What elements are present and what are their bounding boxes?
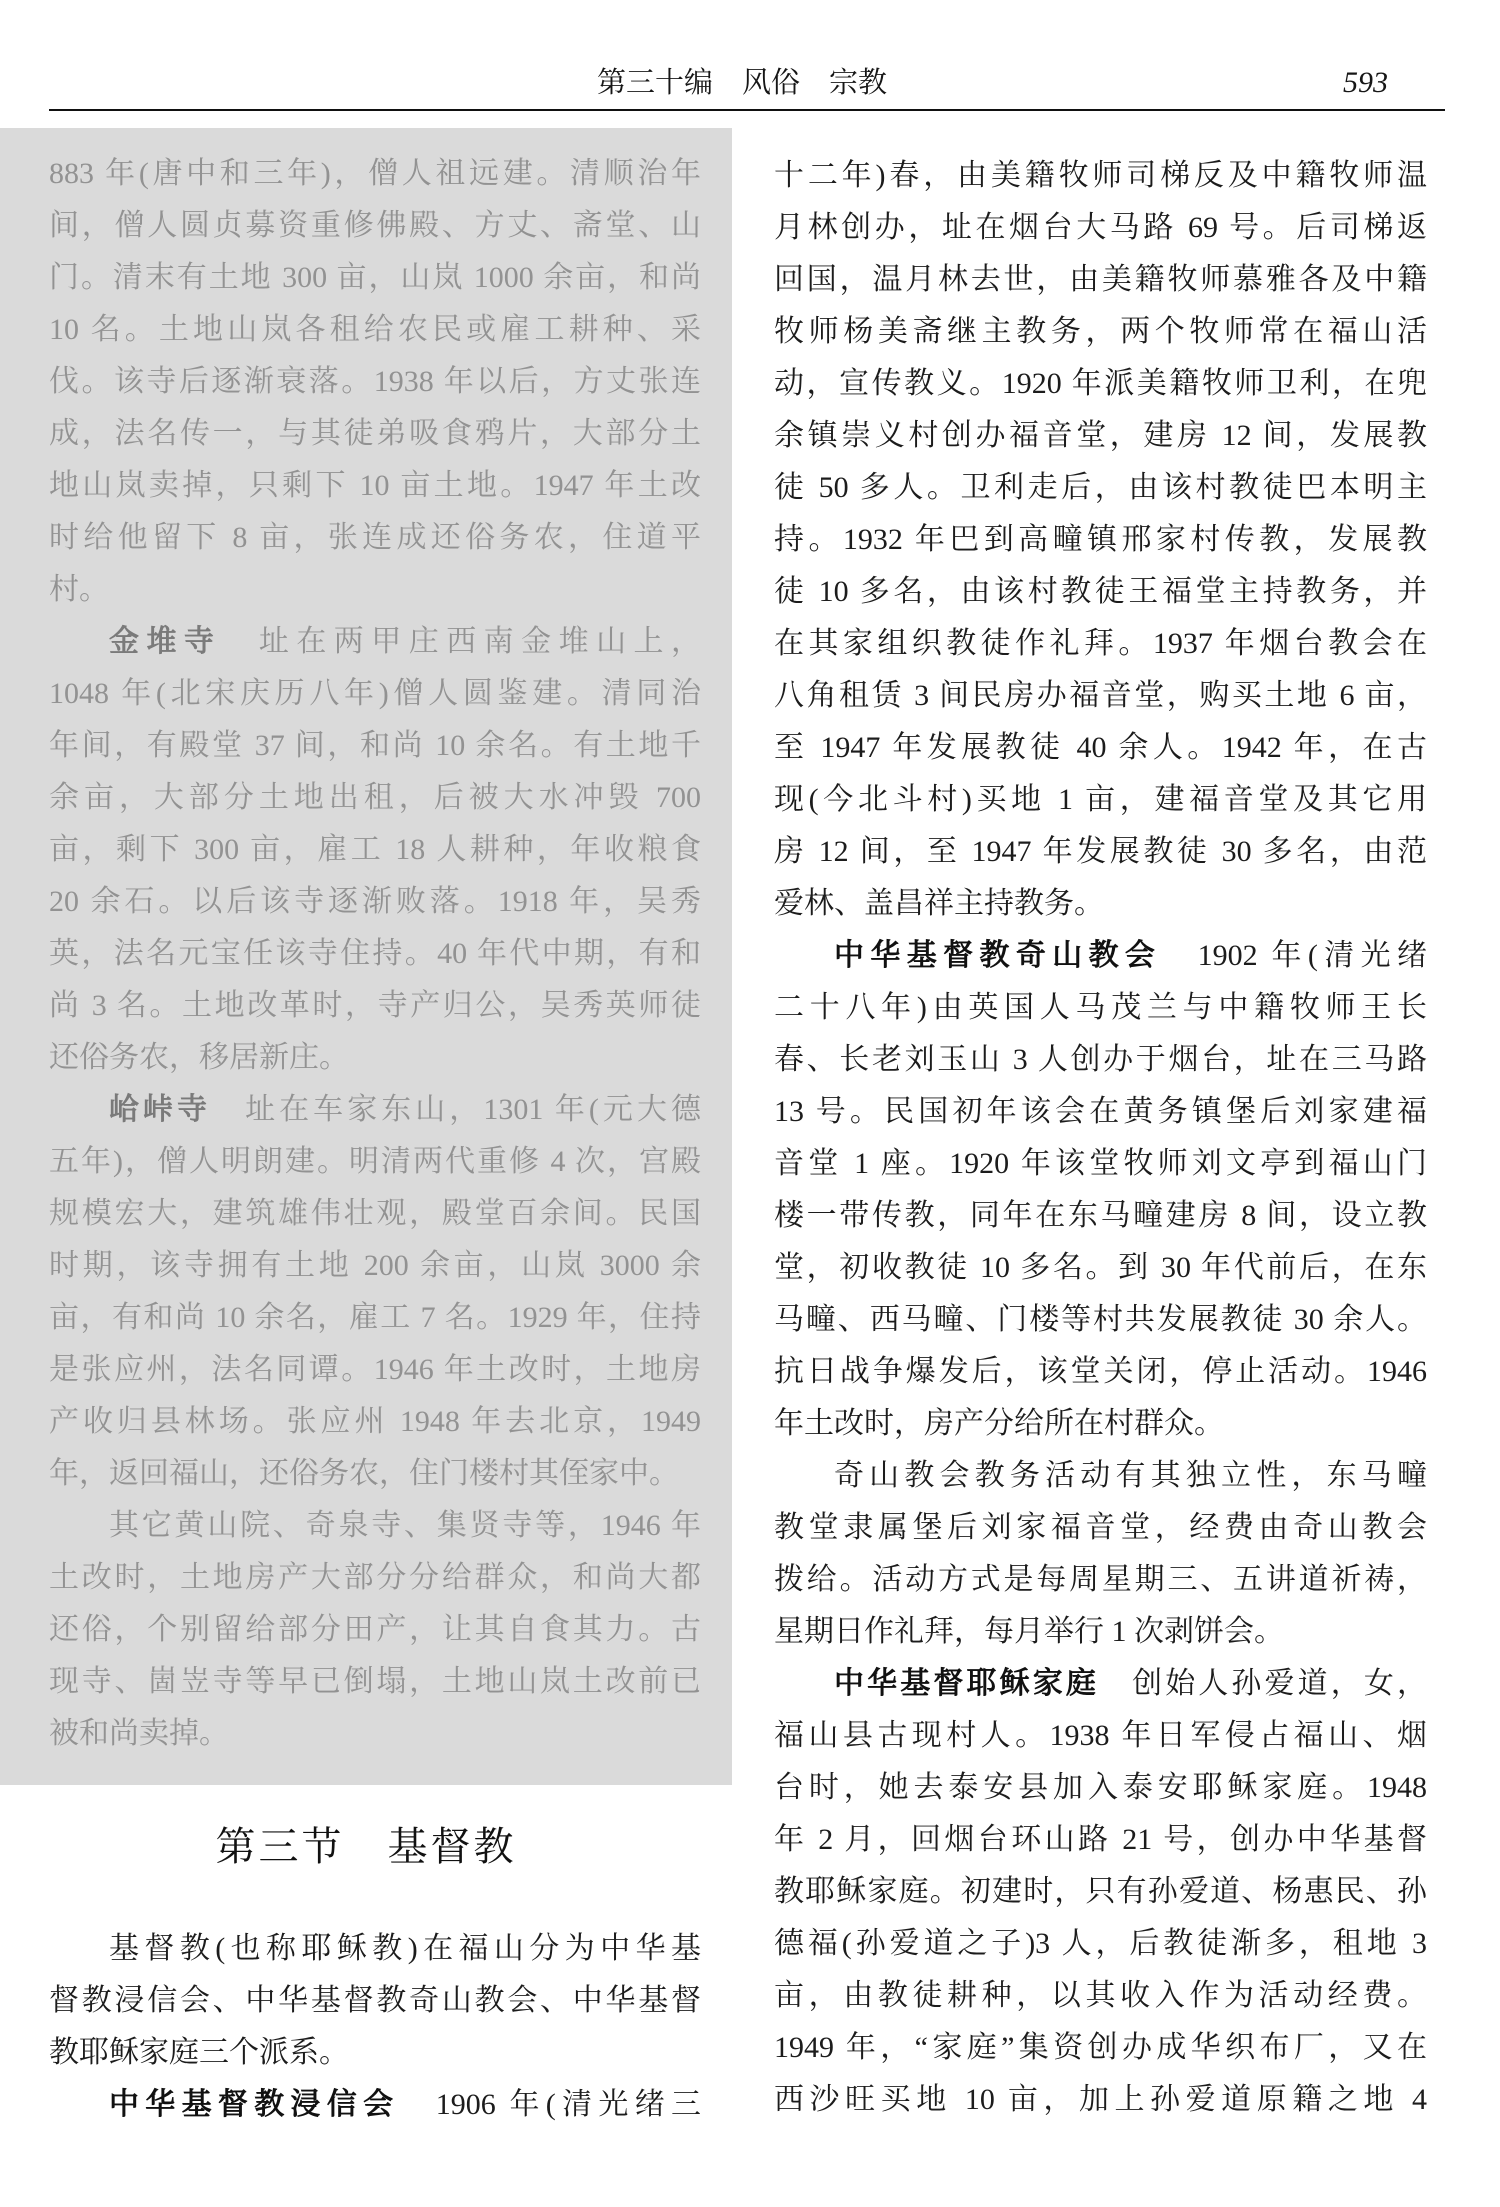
text-line: 徒 50 多人。卫利走后，由该村教徒巴本明主 <box>774 471 1427 504</box>
text-line: 督教浸信会、中华基督教奇山教会、中华基督 <box>49 1984 701 2017</box>
text-line: 五年)，僧人明朗建。明清两代重修 4 次，宫殿 <box>49 1145 701 1178</box>
text-line: 亩，有和尚 10 余名，雇工 7 名。1929 年，住持 <box>49 1301 701 1334</box>
paragraph <box>774 1450 1427 1658</box>
text-line: 20 余石。以后该寺逐渐败落。1918 年，吴秀 <box>49 885 701 918</box>
text-line: 间，僧人圆贞募资重修佛殿、方丈、斋堂、山 <box>49 209 701 242</box>
text-line: 徒 10 多名，由该村教徒王福堂主持教务，并 <box>774 575 1427 608</box>
paragraph <box>49 1500 701 1760</box>
text-line: 尚 3 名。土地改革时，寺产归公，吴秀英师徒 <box>49 989 701 1022</box>
text-line: 福山县古现村人。1938 年日军侵占福山、烟 <box>774 1719 1427 1752</box>
text-line: 亩，剩下 300 亩，雇工 18 人耕种，年收粮食 <box>49 833 701 866</box>
page-number: 593 <box>1343 66 1388 99</box>
text-line: 时给他留下 8 亩，张连成还俗务农，住道平 <box>49 521 701 554</box>
text-line: 年，返回福山，还俗务农，住门楼村其侄家中。 <box>49 1457 679 1490</box>
text-line: 堂，初收教徒 10 多名。到 30 年代前后，在东 <box>774 1251 1427 1284</box>
text-line: 门。清末有土地 300 亩，山岚 1000 余亩，和尚 <box>49 261 701 294</box>
paragraph <box>49 148 701 616</box>
text-line: 基督教(也称耶稣教)在福山分为中华基 <box>109 1932 701 1965</box>
paragraph <box>774 150 1427 930</box>
text-line: 抗日战争爆发后，该堂关闭，停止活动。1946 <box>774 1355 1427 1388</box>
text-line: 亩，由教徒耕种，以其收入作为活动经费。 <box>774 1979 1427 2012</box>
text-line: 余亩，大部分土地出租，后被大水冲毁 700 <box>49 781 701 814</box>
text-line: 成，法名传一，与其徒弟吸食鸦片，大部分土 <box>49 417 701 450</box>
left-column-text <box>49 1923 701 2131</box>
header-rule <box>49 109 1445 111</box>
shaded-section-text <box>49 148 701 1760</box>
text-run: 1902 年(清光绪 <box>1161 939 1428 972</box>
paragraph-term: 中华基督教浸信会 <box>109 2087 400 2122</box>
text-line: 至 1947 年发展教徒 40 余人。1942 年，在古 <box>774 731 1427 764</box>
text-line: 爱林、盖昌祥主持教务。 <box>774 887 1104 920</box>
running-header: 第三十编 风俗 宗教 <box>597 67 888 99</box>
text-run: 址在两甲庄西南金堆山上， <box>221 625 702 658</box>
text-line <box>49 2079 701 2131</box>
text-line: 二十八年)由英国人马茂兰与中籍牧师王长 <box>774 991 1427 1024</box>
text-line: 土改时，土地房产大部分分给群众，和尚大都 <box>49 1561 701 1594</box>
paragraph <box>49 1923 701 2079</box>
text-line: 年土改时，房产分给所在村群众。 <box>774 1407 1224 1440</box>
text-line: 英，法名元宝任该寺住持。40 年代中期，有和 <box>49 937 701 970</box>
text-line: 教耶稣家庭三个派系。 <box>49 2036 349 2069</box>
paragraph <box>49 2079 701 2131</box>
text-line: 马疃、西马疃、门楼等村共发展教徒 30 余人。 <box>774 1303 1427 1336</box>
text-line: 883 年(唐中和三年)，僧人祖远建。清顺治年 <box>49 157 701 190</box>
paragraph <box>49 1084 701 1500</box>
text-line: 10 名。土地山岚各租给农民或雇工耕种、采 <box>49 313 701 346</box>
paragraph <box>774 1658 1427 2126</box>
text-line: 德福(孙爱道之子)3 人，后教徒渐多，租地 3 <box>774 1927 1427 1960</box>
text-line <box>49 1084 701 1136</box>
text-line: 回国，温月林去世，由美籍牧师慕雅各及中籍 <box>774 263 1427 296</box>
text-line: 地山岚卖掉，只剩下 10 亩土地。1947 年土改 <box>49 469 701 502</box>
text-line: 教耶稣家庭。初建时，只有孙爱道、杨惠民、孙 <box>774 1875 1427 1908</box>
text-line: 台时，她去泰安县加入泰安耶稣家庭。1948 <box>774 1771 1427 1804</box>
text-line: 产收归县林场。张应州 1948 年去北京，1949 <box>49 1405 701 1438</box>
text-line: 房 12 间，至 1947 年发展教徒 30 多名，由范 <box>774 835 1427 868</box>
text-line: 余镇崇义村创办福音堂，建房 12 间，发展教 <box>774 419 1427 452</box>
right-column-text <box>774 150 1427 2126</box>
text-line: 楼一带传教，同年在东马疃建房 8 间，设立教 <box>774 1199 1427 1232</box>
text-line: 是张应州，法名同谭。1946 年土改时，土地房 <box>49 1353 701 1386</box>
text-line: 持。1932 年巴到高疃镇邢家村传教，发展教 <box>774 523 1427 556</box>
paragraph <box>49 616 701 1084</box>
text-line: 月林创办，址在烟台大马路 69 号。后司梯返 <box>774 211 1427 244</box>
text-line <box>774 1658 1427 1710</box>
text-line: 八角租赁 3 间民房办福音堂，购买土地 6 亩， <box>774 679 1427 712</box>
text-line: 西沙旺买地 10 亩，加上孙爱道原籍之地 4 <box>774 2083 1427 2116</box>
text-line: 还俗，个别留给部分田产，让其自食其力。古 <box>49 1613 701 1646</box>
text-line: 动，宣传教义。1920 年派美籍牧师卫利，在兜 <box>774 367 1427 400</box>
paragraph-term: 峆峠寺 <box>109 1092 212 1127</box>
text-line: 其它黄山院、奇泉寺、集贤寺等，1946 年 <box>109 1509 701 1542</box>
text-line: 规模宏大，建筑雄伟壮观，殿堂百余间。民国 <box>49 1197 701 1230</box>
text-line: 时期，该寺拥有土地 200 余亩，山岚 3000 余 <box>49 1249 701 1282</box>
text-line: 被和尚卖掉。 <box>49 1717 229 1750</box>
text-run: 创始人孙爱道，女， <box>1098 1667 1428 1700</box>
text-run: 1906 年(清光绪三 <box>399 2088 701 2121</box>
text-line: 现(今北斗村)买地 1 亩，建福音堂及其它用 <box>774 783 1427 816</box>
section-heading: 第三节 基督教 <box>215 1824 517 1869</box>
text-line: 还俗务农，移居新庄。 <box>49 1041 349 1074</box>
paragraph-term: 金堆寺 <box>109 624 222 659</box>
text-run: 址在车家东山，1301 年(元大德 <box>211 1093 701 1126</box>
paragraph-term: 中华基督教奇山教会 <box>834 938 1162 973</box>
text-line: 年 2 月，回烟台环山路 21 号，创办中华基督 <box>774 1823 1427 1856</box>
text-line: 星期日作礼拜，每月举行 1 次剥饼会。 <box>774 1615 1284 1648</box>
paragraph-term: 中华基督耶稣家庭 <box>834 1666 1099 1701</box>
text-line <box>774 930 1427 982</box>
text-line <box>49 616 701 668</box>
text-line: 十二年)春，由美籍牧师司梯反及中籍牧师温 <box>774 159 1427 192</box>
paragraph <box>774 930 1427 1450</box>
text-line: 春、长老刘玉山 3 人创办于烟台，址在三马路 <box>774 1043 1427 1076</box>
text-line: 教堂隶属堡后刘家福音堂，经费由奇山教会 <box>774 1511 1427 1544</box>
text-line: 13 号。民国初年该会在黄务镇堡后刘家建福 <box>774 1095 1427 1128</box>
text-line: 年间，有殿堂 37 间，和尚 10 余名。有土地千 <box>49 729 701 762</box>
text-line: 村。 <box>49 573 109 606</box>
text-line: 拨给。活动方式是每周星期三、五讲道祈祷， <box>774 1563 1427 1596</box>
text-line: 在其家组织教徒作礼拜。1937 年烟台教会在 <box>774 627 1427 660</box>
text-line: 现寺、崮岦寺等早已倒塌，土地山岚土改前已 <box>49 1665 701 1698</box>
text-line: 1048 年(北宋庆历八年)僧人圆鉴建。清同治 <box>49 677 701 710</box>
text-line: 奇山教会教务活动有其独立性，东马疃 <box>834 1459 1427 1492</box>
text-line: 1949 年，“家庭”集资创办成华织布厂，又在 <box>774 2031 1427 2064</box>
text-line: 音堂 1 座。1920 年该堂牧师刘文亭到福山门 <box>774 1147 1427 1180</box>
text-line: 伐。该寺后逐渐衰落。1938 年以后，方丈张连 <box>49 365 701 398</box>
text-line: 牧师杨美斋继主教务，两个牧师常在福山活 <box>774 315 1427 348</box>
